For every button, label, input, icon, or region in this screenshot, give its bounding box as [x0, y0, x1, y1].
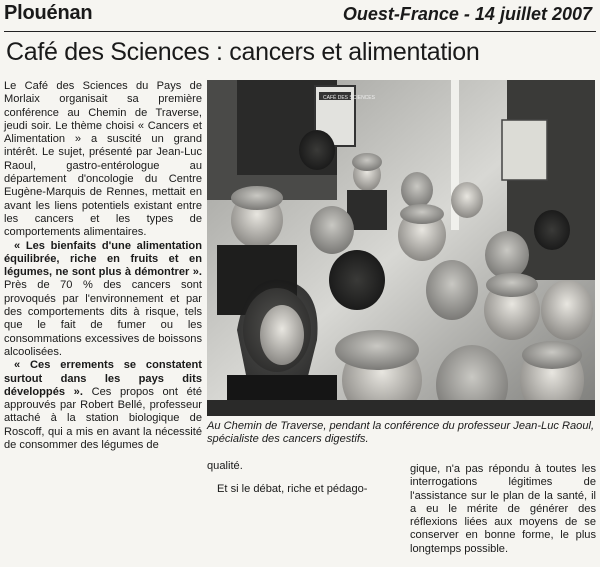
paragraph-qualite: qualité.	[207, 460, 243, 472]
photo-caption: Au Chemin de Traverse, pendant la conférence du professeur Jean-Luc Raoul, spécialiste des cancers digestifs.	[207, 420, 595, 446]
article-column-3	[410, 463, 596, 556]
paragraph-2-rest: Près de 70 % des cancers sont provoqués par l'environnement et par des comportements dits à risque, tels que le fait de fumer ou les consommations excessives de boissons alcoolisées.	[4, 279, 202, 358]
paragraph-intro: Le Café des Sciences du Pays de Morlaix organisait sa première conférence au Chemin de Traverse, jeudi soir. Le thème choisi « Cancers et Alimentation » a suscité un grand intérêt. Le sujet, présenté par Jean-Luc Raoul, gastro-entérologue au département d'oncologie du Centre Eugène-Marquis de Rennes, mettait en avant les liens potentiels existant entre les cancers et les types de comportements alimentaires.	[4, 80, 202, 239]
article-column-2	[207, 460, 402, 497]
paragraph-quote-1	[4, 240, 202, 360]
town-name: Plouénan	[4, 2, 93, 24]
article-column-1	[4, 80, 202, 452]
header-rule	[4, 31, 596, 32]
audience-illustration	[207, 80, 595, 416]
sign-text: CAFÉ DES SCIENCES	[323, 95, 375, 101]
conference-photo	[207, 80, 595, 416]
paragraph-debat: Et si le débat, riche et pédago-	[217, 483, 368, 496]
quote-errements: « Ces errements se constatent surtout dans les pays dits développés ».	[4, 359, 202, 398]
paragraph-conclusion: gique, n'a pas répondu à toutes les interrogations légitimes de l'assistance sur le plan de la santé, il a eu le mérite de générer des réflexions liées aux moyens de se conserver en bonne forme, le plus longtemps possible.	[410, 463, 596, 555]
paragraph-quote-2	[4, 359, 202, 452]
article-headline: Café des Sciences : cancers et alimentation	[6, 38, 480, 66]
quote-bienfaits: « Les bienfaits d'une alimentation équilibrée, riche en fruits et en légumes, ne sont plus à démontrer ».	[4, 239, 202, 279]
newspaper-source: Ouest-France - 14 juillet 2007	[342, 4, 592, 24]
paragraph-3-rest: Ces propos ont été approuvés par Robert Bellé, professeur attaché à la station biologique de Roscoff, qui a mis en avant la nécessité de consommer des légumes de	[4, 385, 202, 452]
